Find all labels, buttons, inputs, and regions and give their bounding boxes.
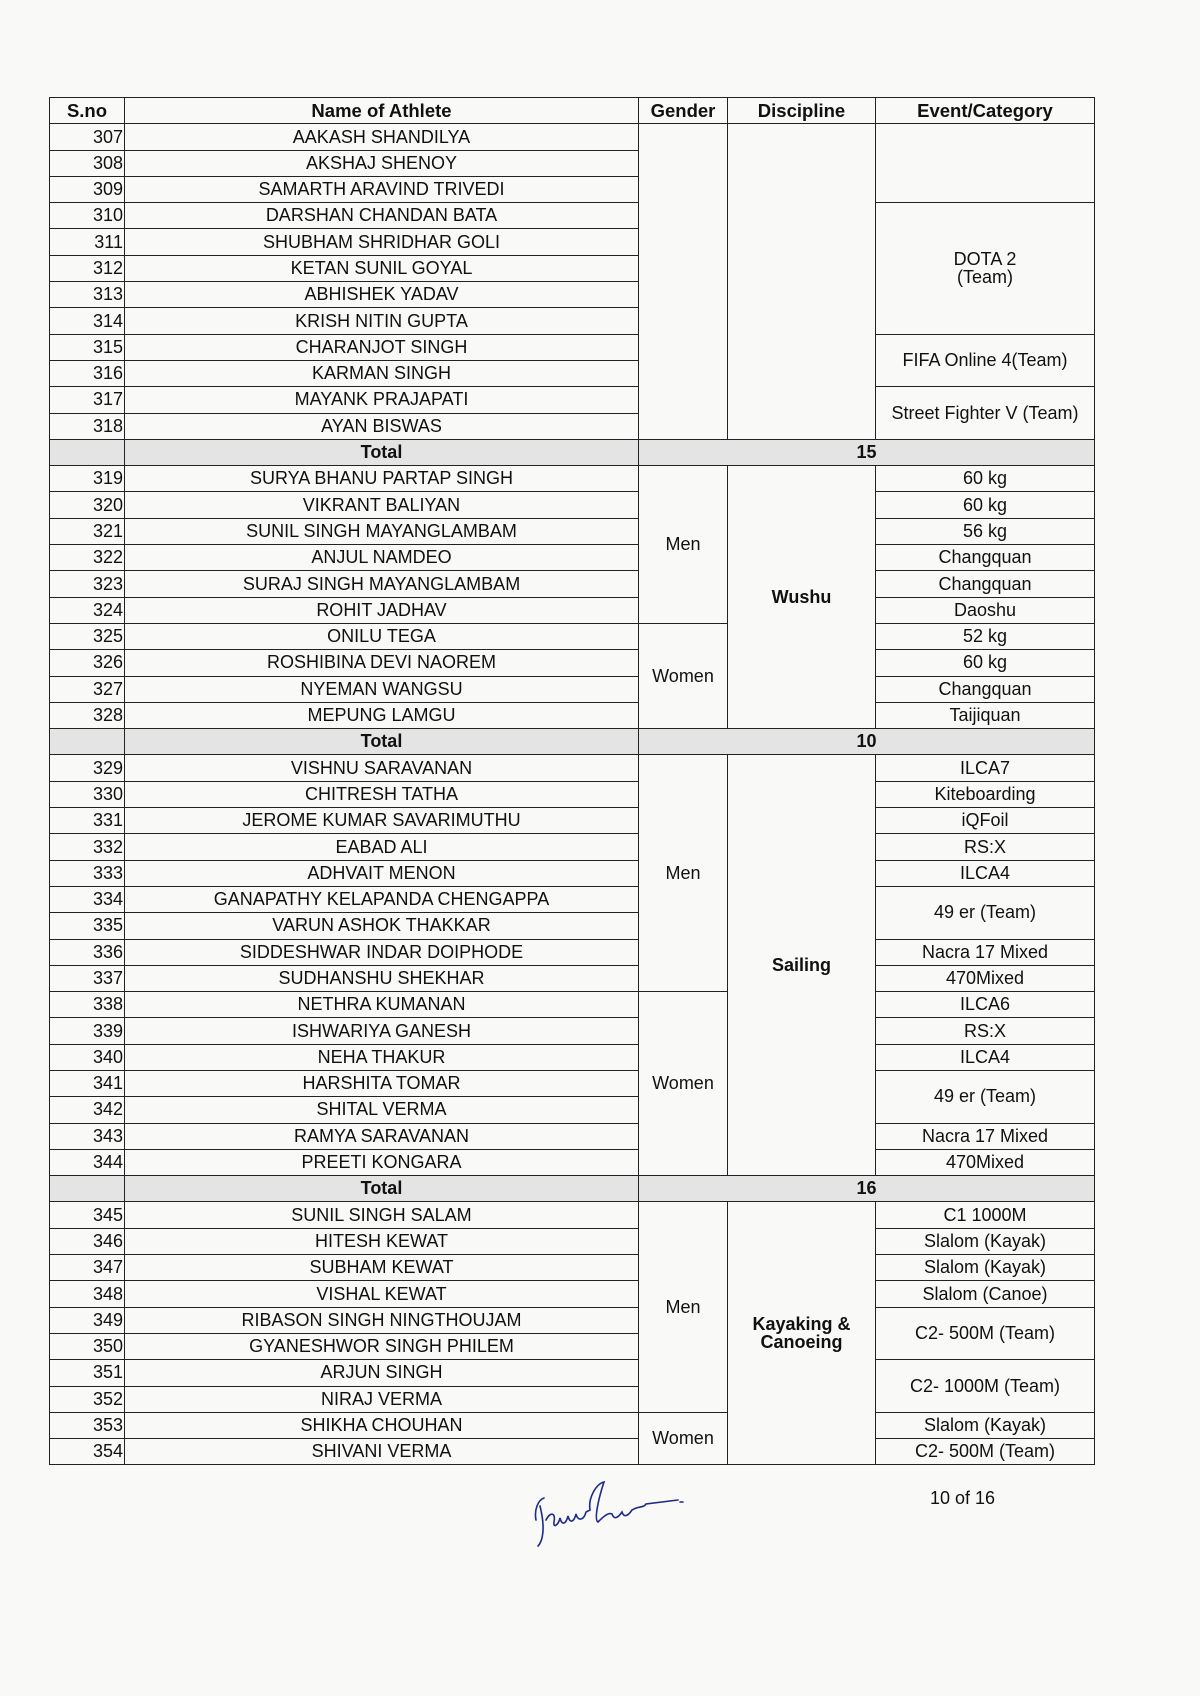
athlete-name-cell: DARSHAN CHANDAN BATA bbox=[125, 203, 639, 229]
athlete-name-cell: NIRAJ VERMA bbox=[125, 1386, 639, 1412]
table-row bbox=[50, 965, 1095, 991]
sno-cell: 325 bbox=[50, 623, 125, 649]
event-cell: Slalom (Canoe) bbox=[876, 1281, 1095, 1307]
table-row bbox=[50, 1307, 1095, 1333]
total-row bbox=[50, 439, 1095, 465]
gender-cell: Women bbox=[639, 992, 728, 1176]
event-cell: ILCA7 bbox=[876, 755, 1095, 781]
event-cell: Changquan bbox=[876, 571, 1095, 597]
sno-cell: 313 bbox=[50, 282, 125, 308]
table-row bbox=[50, 571, 1095, 597]
event-cell: Slalom (Kayak) bbox=[876, 1228, 1095, 1254]
gender-cell: Men bbox=[639, 466, 728, 624]
event-cell: 470Mixed bbox=[876, 965, 1095, 991]
event-cell: FIFA Online 4(Team) bbox=[876, 334, 1095, 387]
table-row bbox=[50, 623, 1095, 649]
total-label: Total bbox=[125, 729, 639, 755]
athlete-name-cell: SHUBHAM SHRIDHAR GOLI bbox=[125, 229, 639, 255]
athlete-name-cell: VISHNU SARAVANAN bbox=[125, 755, 639, 781]
sno-cell: 316 bbox=[50, 360, 125, 386]
sno-cell: 331 bbox=[50, 808, 125, 834]
athlete-name-cell: GYANESHWOR SINGH PHILEM bbox=[125, 1333, 639, 1359]
event-cell: 49 er (Team) bbox=[876, 886, 1095, 939]
athlete-name-cell: ARJUN SINGH bbox=[125, 1360, 639, 1386]
sno-cell: 312 bbox=[50, 255, 125, 281]
table-row bbox=[50, 518, 1095, 544]
total-value: 10 bbox=[639, 729, 1095, 755]
event-cell: 52 kg bbox=[876, 623, 1095, 649]
total-label: Total bbox=[125, 1176, 639, 1202]
athlete-name-cell: NEHA THAKUR bbox=[125, 1044, 639, 1070]
athlete-name-cell: SURAJ SINGH MAYANGLAMBAM bbox=[125, 571, 639, 597]
gender-cell bbox=[639, 124, 728, 440]
sno-cell: 329 bbox=[50, 755, 125, 781]
table-row bbox=[50, 834, 1095, 860]
athlete-name-cell: ISHWARIYA GANESH bbox=[125, 1018, 639, 1044]
sno-cell: 336 bbox=[50, 939, 125, 965]
header-event: Event/Category bbox=[876, 98, 1095, 124]
table-row bbox=[50, 1439, 1095, 1465]
table-row bbox=[50, 1202, 1095, 1228]
sno-cell: 317 bbox=[50, 387, 125, 413]
total-blank-cell bbox=[50, 439, 125, 465]
athlete-name-cell: NYEMAN WANGSU bbox=[125, 676, 639, 702]
sno-cell: 314 bbox=[50, 308, 125, 334]
event-cell: RS:X bbox=[876, 1018, 1095, 1044]
table-row bbox=[50, 939, 1095, 965]
sno-cell: 349 bbox=[50, 1307, 125, 1333]
sno-cell: 339 bbox=[50, 1018, 125, 1044]
table-row bbox=[50, 1360, 1095, 1386]
total-value: 16 bbox=[639, 1176, 1095, 1202]
table-row bbox=[50, 992, 1095, 1018]
athlete-name-cell: CHITRESH TATHA bbox=[125, 781, 639, 807]
sno-cell: 351 bbox=[50, 1360, 125, 1386]
event-cell: 470Mixed bbox=[876, 1149, 1095, 1175]
event-cell: 56 kg bbox=[876, 518, 1095, 544]
sno-cell: 346 bbox=[50, 1228, 125, 1254]
athlete-name-cell: ABHISHEK YADAV bbox=[125, 282, 639, 308]
sno-cell: 350 bbox=[50, 1333, 125, 1359]
table-row bbox=[50, 334, 1095, 360]
table-row bbox=[50, 886, 1095, 912]
total-blank-cell bbox=[50, 1176, 125, 1202]
sno-cell: 322 bbox=[50, 545, 125, 571]
athlete-name-cell: PREETI KONGARA bbox=[125, 1149, 639, 1175]
sno-cell: 328 bbox=[50, 702, 125, 728]
total-blank-cell bbox=[50, 729, 125, 755]
sno-cell: 321 bbox=[50, 518, 125, 544]
athlete-name-cell: AKSHAJ SHENOY bbox=[125, 150, 639, 176]
sno-cell: 319 bbox=[50, 466, 125, 492]
event-cell: 60 kg bbox=[876, 492, 1095, 518]
athlete-name-cell: HITESH KEWAT bbox=[125, 1228, 639, 1254]
table-row bbox=[50, 492, 1095, 518]
sno-cell: 309 bbox=[50, 176, 125, 202]
event-cell: Slalom (Kayak) bbox=[876, 1255, 1095, 1281]
athlete-name-cell: HARSHITA TOMAR bbox=[125, 1070, 639, 1096]
athlete-name-cell: ADHVAIT MENON bbox=[125, 860, 639, 886]
header-discipline: Discipline bbox=[728, 98, 876, 124]
discipline-cell: Wushu bbox=[728, 466, 876, 729]
event-cell: ILCA4 bbox=[876, 1044, 1095, 1070]
athlete-name-cell: AAKASH SHANDILYA bbox=[125, 124, 639, 150]
sno-cell: 345 bbox=[50, 1202, 125, 1228]
table-row bbox=[50, 860, 1095, 886]
athlete-name-cell: SHIVANI VERMA bbox=[125, 1439, 639, 1465]
athlete-name-cell: MAYANK PRAJAPATI bbox=[125, 387, 639, 413]
total-row bbox=[50, 729, 1095, 755]
sno-cell: 340 bbox=[50, 1044, 125, 1070]
discipline-cell: Sailing bbox=[728, 755, 876, 1176]
table-row bbox=[50, 545, 1095, 571]
athlete-name-cell: SUNIL SINGH MAYANGLAMBAM bbox=[125, 518, 639, 544]
event-cell: C2- 500M (Team) bbox=[876, 1439, 1095, 1465]
table-row bbox=[50, 1123, 1095, 1149]
sno-cell: 327 bbox=[50, 676, 125, 702]
header-name: Name of Athlete bbox=[125, 98, 639, 124]
event-cell: ILCA4 bbox=[876, 860, 1095, 886]
athlete-name-cell: KETAN SUNIL GOYAL bbox=[125, 255, 639, 281]
athlete-name-cell: RAMYA SARAVANAN bbox=[125, 1123, 639, 1149]
athlete-name-cell: SIDDESHWAR INDAR DOIPHODE bbox=[125, 939, 639, 965]
table-row bbox=[50, 1044, 1095, 1070]
athlete-name-cell: SHIKHA CHOUHAN bbox=[125, 1412, 639, 1438]
event-cell: 60 kg bbox=[876, 466, 1095, 492]
athlete-name-cell: EABAD ALI bbox=[125, 834, 639, 860]
event-cell bbox=[876, 124, 1095, 203]
athlete-name-cell: JEROME KUMAR SAVARIMUTHU bbox=[125, 808, 639, 834]
athlete-name-cell: ANJUL NAMDEO bbox=[125, 545, 639, 571]
table-row bbox=[50, 203, 1095, 229]
gender-cell: Women bbox=[639, 623, 728, 728]
sno-cell: 335 bbox=[50, 913, 125, 939]
athlete-name-cell: MEPUNG LAMGU bbox=[125, 702, 639, 728]
event-cell: 49 er (Team) bbox=[876, 1070, 1095, 1123]
event-cell: Changquan bbox=[876, 545, 1095, 571]
athlete-name-cell: SUBHAM KEWAT bbox=[125, 1255, 639, 1281]
total-row bbox=[50, 1176, 1095, 1202]
table-row bbox=[50, 1070, 1095, 1096]
sno-cell: 334 bbox=[50, 886, 125, 912]
table-row bbox=[50, 676, 1095, 702]
event-cell: Daoshu bbox=[876, 597, 1095, 623]
event-cell: Slalom (Kayak) bbox=[876, 1412, 1095, 1438]
event-cell: Street Fighter V (Team) bbox=[876, 387, 1095, 440]
event-cell: RS:X bbox=[876, 834, 1095, 860]
event-cell: C2- 500M (Team) bbox=[876, 1307, 1095, 1360]
discipline-cell bbox=[728, 124, 876, 440]
athlete-name-cell: SUNIL SINGH SALAM bbox=[125, 1202, 639, 1228]
table-row bbox=[50, 1255, 1095, 1281]
page-number: 10 of 16 bbox=[930, 1488, 996, 1508]
athlete-table bbox=[49, 97, 1095, 1465]
table-row bbox=[50, 650, 1095, 676]
sno-cell: 318 bbox=[50, 413, 125, 439]
sno-cell: 333 bbox=[50, 860, 125, 886]
athlete-name-cell: ROSHIBINA DEVI NAOREM bbox=[125, 650, 639, 676]
sno-cell: 320 bbox=[50, 492, 125, 518]
table-row bbox=[50, 1149, 1095, 1175]
sno-cell: 342 bbox=[50, 1097, 125, 1123]
sno-cell: 311 bbox=[50, 229, 125, 255]
sno-cell: 323 bbox=[50, 571, 125, 597]
table-row bbox=[50, 466, 1095, 492]
sno-cell: 337 bbox=[50, 965, 125, 991]
table-row bbox=[50, 1228, 1095, 1254]
sno-cell: 307 bbox=[50, 124, 125, 150]
sno-cell: 332 bbox=[50, 834, 125, 860]
event-cell: Nacra 17 Mixed bbox=[876, 939, 1095, 965]
athlete-name-cell: AYAN BISWAS bbox=[125, 413, 639, 439]
sno-cell: 344 bbox=[50, 1149, 125, 1175]
header-sno: S.no bbox=[50, 98, 125, 124]
athlete-name-cell: SAMARTH ARAVIND TRIVEDI bbox=[125, 176, 639, 202]
athlete-name-cell: SUDHANSHU SHEKHAR bbox=[125, 965, 639, 991]
athlete-name-cell: CHARANJOT SINGH bbox=[125, 334, 639, 360]
sno-cell: 352 bbox=[50, 1386, 125, 1412]
sno-cell: 354 bbox=[50, 1439, 125, 1465]
signature bbox=[528, 1470, 728, 1550]
sno-cell: 308 bbox=[50, 150, 125, 176]
sno-cell: 341 bbox=[50, 1070, 125, 1096]
table-row bbox=[50, 1412, 1095, 1438]
event-cell: C1 1000M bbox=[876, 1202, 1095, 1228]
table-row bbox=[50, 755, 1095, 781]
athlete-name-cell: VARUN ASHOK THAKKAR bbox=[125, 913, 639, 939]
event-cell: Kiteboarding bbox=[876, 781, 1095, 807]
athlete-name-cell: VISHAL KEWAT bbox=[125, 1281, 639, 1307]
table-row bbox=[50, 597, 1095, 623]
sno-cell: 310 bbox=[50, 203, 125, 229]
athlete-name-cell: VIKRANT BALIYAN bbox=[125, 492, 639, 518]
discipline-cell: Kayaking & Canoeing bbox=[728, 1202, 876, 1465]
sno-cell: 330 bbox=[50, 781, 125, 807]
table-row bbox=[50, 387, 1095, 413]
table-row bbox=[50, 124, 1095, 150]
sno-cell: 343 bbox=[50, 1123, 125, 1149]
athlete-name-cell: KRISH NITIN GUPTA bbox=[125, 308, 639, 334]
table-row bbox=[50, 1018, 1095, 1044]
event-cell: Nacra 17 Mixed bbox=[876, 1123, 1095, 1149]
event-cell: Taijiquan bbox=[876, 702, 1095, 728]
sno-cell: 353 bbox=[50, 1412, 125, 1438]
athlete-name-cell: NETHRA KUMANAN bbox=[125, 992, 639, 1018]
sno-cell: 315 bbox=[50, 334, 125, 360]
table-row bbox=[50, 702, 1095, 728]
gender-cell: Women bbox=[639, 1412, 728, 1465]
event-cell: iQFoil bbox=[876, 808, 1095, 834]
event-cell: ILCA6 bbox=[876, 992, 1095, 1018]
header-row bbox=[50, 98, 1095, 124]
total-label: Total bbox=[125, 439, 639, 465]
sno-cell: 324 bbox=[50, 597, 125, 623]
event-cell: DOTA 2 (Team) bbox=[876, 203, 1095, 334]
table-row bbox=[50, 808, 1095, 834]
table-row bbox=[50, 781, 1095, 807]
header-gender: Gender bbox=[639, 98, 728, 124]
athlete-name-cell: KARMAN SINGH bbox=[125, 360, 639, 386]
total-value: 15 bbox=[639, 439, 1095, 465]
sno-cell: 347 bbox=[50, 1255, 125, 1281]
gender-cell: Men bbox=[639, 755, 728, 992]
sno-cell: 326 bbox=[50, 650, 125, 676]
athlete-name-cell: SHITAL VERMA bbox=[125, 1097, 639, 1123]
athlete-name-cell: SURYA BHANU PARTAP SINGH bbox=[125, 466, 639, 492]
athlete-name-cell: RIBASON SINGH NINGTHOUJAM bbox=[125, 1307, 639, 1333]
event-cell: 60 kg bbox=[876, 650, 1095, 676]
sno-cell: 338 bbox=[50, 992, 125, 1018]
athlete-name-cell: ROHIT JADHAV bbox=[125, 597, 639, 623]
athlete-name-cell: GANAPATHY KELAPANDA CHENGAPPA bbox=[125, 886, 639, 912]
sno-cell: 348 bbox=[50, 1281, 125, 1307]
event-cell: C2- 1000M (Team) bbox=[876, 1360, 1095, 1413]
table-row bbox=[50, 1281, 1095, 1307]
athlete-name-cell: ONILU TEGA bbox=[125, 623, 639, 649]
event-cell: Changquan bbox=[876, 676, 1095, 702]
gender-cell: Men bbox=[639, 1202, 728, 1412]
